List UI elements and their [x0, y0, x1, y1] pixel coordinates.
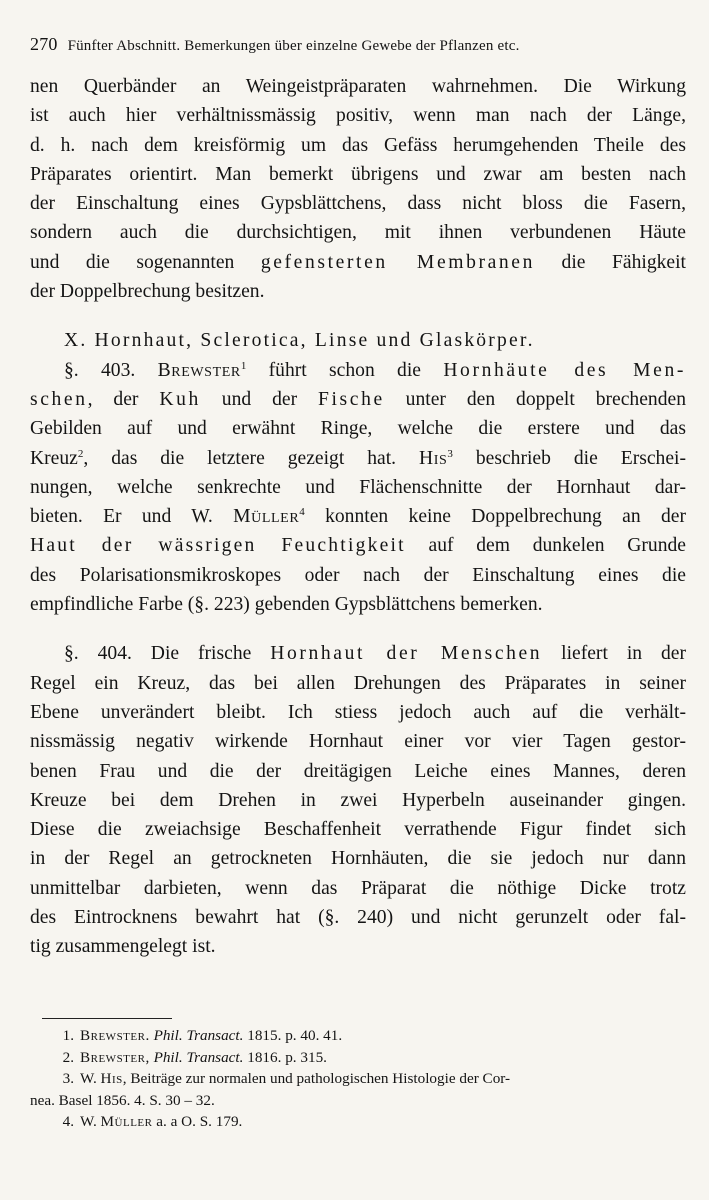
page-number: 270: [30, 34, 58, 54]
text-line: nungen, welche senkrechte und Flächenschnitte der Hornhaut dar-: [30, 476, 686, 498]
footnote-1: [30, 1025, 686, 1047]
text-line: [30, 248, 686, 277]
text-line: [30, 639, 686, 668]
citation-detail: , Beiträge zur normalen und pathologischen Histologie der Cor-: [122, 1070, 511, 1087]
text-line: nissmässig negativ wirkende Hornhaut einer vor vier Tagen gestor-: [30, 731, 686, 753]
citation-detail: a. a O. S. 179.: [152, 1113, 243, 1130]
spaced-term: Kuh: [159, 388, 201, 410]
section-404: [30, 639, 686, 961]
author-name: Müller: [233, 506, 300, 528]
text-run: liefert in der: [542, 643, 686, 665]
text-line: [30, 385, 686, 414]
citation-detail: 1816. p. 315.: [247, 1048, 327, 1066]
text-line: nen Querbänder an Weingeistpräparaten wahrnehmen. Die Wirkung: [30, 76, 686, 97]
footnote-number: 2.: [62, 1048, 74, 1066]
text-run: W.: [80, 1113, 101, 1130]
author-name: His: [100, 1070, 123, 1087]
text-run: unter den doppelt brechenden: [384, 388, 686, 410]
text-line: [30, 502, 686, 531]
footnote-ref: 2: [77, 447, 84, 460]
spaced-term: Haut der wässrigen Feuchtigkeit: [30, 535, 406, 557]
text-line: benen Frau und die der dreitägigen Leiche eines Mannes, deren: [30, 760, 686, 782]
footnote-3: [30, 1068, 686, 1090]
spaced-term: schen: [30, 388, 88, 410]
journal-title: Phil. Transact.: [153, 1027, 244, 1044]
running-header: [30, 34, 690, 55]
text-run: konnten keine Doppelbrechung an der: [304, 506, 686, 528]
text-run: bieten. Er und W.: [30, 506, 234, 528]
author-name: Müller: [100, 1113, 153, 1130]
text-run: auf dem dunkelen Grunde: [405, 535, 686, 557]
footnote-ref: 4: [299, 506, 305, 519]
running-title: Fünfter Abschnitt. Bemerkungen über einzelne Gewebe der Pflanzen etc.: [67, 38, 520, 54]
text-run: §. 404. Die frische: [64, 643, 271, 665]
text-line: des Eintrocknens bewahrt hat (§. 240) und nicht gerunzelt oder fal-: [30, 907, 686, 929]
text-line: Präparates orientirt. Man bemerkt übrigens und zwar am besten nach: [30, 163, 686, 185]
paragraph-gap: [30, 619, 686, 639]
footnote-4: [30, 1111, 686, 1133]
text-line: Gebilden auf und erwähnt Ringe, welche die erstere und das: [30, 418, 686, 440]
text-run: und die sogenannten: [30, 251, 261, 273]
text-line: der Doppelbrechung besitzen.: [30, 281, 265, 303]
text-run: und der: [200, 388, 319, 410]
section-heading: [30, 326, 686, 355]
spaced-term: gefensterten Membranen: [260, 251, 535, 273]
paragraph-continued: [30, 72, 686, 306]
section-number: §. 403.: [64, 359, 158, 381]
author-name: His: [419, 447, 448, 469]
section-heading-text: X. Hornhaut, Sclerotica, Linse und Glaskörper.: [64, 330, 535, 352]
text-line: unmittelbar darbieten, wenn das Präparat die nöthige Dicke trotz: [30, 877, 686, 899]
footnote-number: 1.: [62, 1027, 74, 1044]
text-line: Ebene unverändert bleibt. Ich stiess jedoch auch auf die verhält-: [30, 701, 686, 723]
text-line: des Polarisationsmikroskopes oder nach der Einschaltung eines die: [30, 564, 686, 586]
text-run: führt schon die: [246, 359, 444, 381]
footnotes: [30, 1025, 686, 1133]
text-run: beschrieb die Erschei-: [452, 447, 686, 469]
text-line: sondern auch die durchsichtigen, mit ihnen verbundenen Häute: [30, 222, 686, 244]
text-line: [30, 444, 686, 473]
main-text: [30, 72, 686, 962]
text-line: Kreuze bei dem Drehen in zwei Hyperbeln auseinander gingen.: [30, 789, 686, 811]
author-name: Brewster,: [80, 1048, 150, 1066]
text-line: [30, 356, 686, 385]
author-name: Brewster: [157, 359, 241, 381]
footnote-rule: [42, 1018, 172, 1019]
text-line: [30, 531, 686, 560]
journal-title: Phil. Transact.: [153, 1048, 244, 1066]
text-line: der Einschaltung eines Gypsblättchens, dass nicht bloss die Fasern,: [30, 193, 686, 215]
spaced-term: Hornhäute des Men-: [443, 359, 686, 381]
text-line: Diese die zweiachsige Beschaffenheit verrathende Figur findet sich: [30, 819, 686, 841]
footnote-3-continued: nea. Basel 1856. 4. S. 30 – 32.: [30, 1091, 215, 1109]
text-line: ist auch hier verhältnissmässig positiv, wenn man nach der Länge,: [30, 105, 686, 127]
footnote-number: 3.: [62, 1070, 74, 1087]
footnote-ref: 3: [447, 447, 453, 460]
text-run: W.: [80, 1070, 101, 1087]
spaced-term: Fische: [318, 388, 385, 410]
spaced-term: Hornhaut der Menschen: [270, 643, 543, 665]
text-run: , der: [87, 388, 160, 410]
text-line: d. h. nach dem kreisförmig um das Gefäss herumgehenden Theile des: [30, 134, 686, 156]
citation-detail: 1815. p. 40. 41.: [247, 1027, 343, 1044]
author-name: Brewster.: [80, 1027, 150, 1044]
text-run: Kreuz: [30, 447, 78, 469]
footnote-2: [30, 1047, 686, 1069]
text-line: tig zusammengelegt ist.: [30, 936, 216, 958]
text-run: die Fähigkeit: [535, 251, 687, 273]
text-line: Regel ein Kreuz, das bei allen Drehungen des Präparates in seiner: [30, 672, 686, 694]
text-line: empfindliche Farbe (§. 223) gebenden Gypsblättchens bemerken.: [30, 594, 543, 616]
footnote-number: 4.: [62, 1113, 74, 1130]
text-line: in der Regel an getrockneten Hornhäuten, die sie jedoch nur dann: [30, 848, 686, 870]
section-403: [30, 356, 686, 620]
footnote-ref: 1: [240, 359, 247, 372]
text-run: , das die letztere gezeigt hat.: [83, 447, 419, 469]
